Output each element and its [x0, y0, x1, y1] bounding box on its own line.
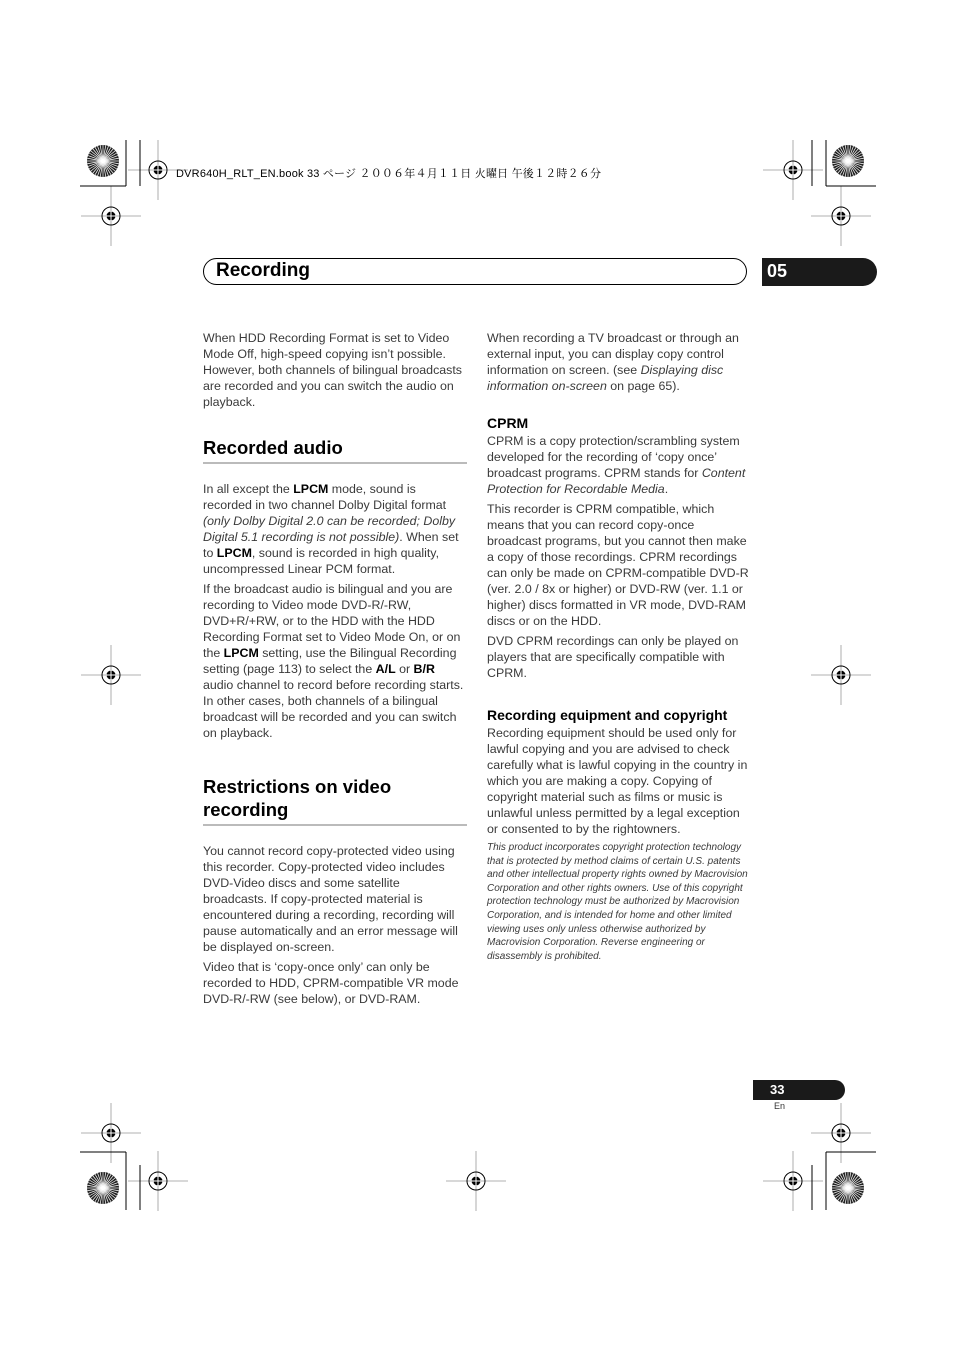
print-header: DVR640H_RLT_EN.book 33 ページ ２００６年４月１１日 火曜日 午後１２時２６分 — [176, 168, 602, 180]
paragraph — [203, 481, 467, 577]
italic-text: Content Protection for Recordable Media — [487, 466, 746, 496]
right-intro — [487, 330, 751, 394]
text: This recorder is CPRM compatible, which means that you can record copy-once broadcast programs, but you cannot then make a copy of those recordings. CPRM recordings can only be made on CPRM-compatible DVD-R (ver. 2.0 / 8x or higher) or DVD-RW (ver. 1.1 or higher) discs formatted in VR mode, DVD-RAM discs or on the HDD. — [487, 502, 749, 628]
text: Video that is ‘copy-once only’ can only be recorded to HDD, CPRM-compatible VR mode DVD-R/-RW (see below), or DVD-RAM. — [203, 960, 459, 1006]
text: setting, use the Bilingual Recording setting (page 113) to select the — [203, 646, 457, 676]
paragraph — [203, 843, 467, 955]
heading-copyright: Recording equipment and copyright — [487, 707, 728, 723]
text: Recording equipment should be used only for lawful copying and you are advised to check carefully what is lawful copying in the country in which you are making a copy. Copying of copyright material such as films or music is unlawful unless permitted by a legal exception or consented to by the rightowners. — [487, 726, 748, 836]
paragraph — [487, 725, 751, 837]
chapter-number: 05 — [762, 258, 877, 286]
bold-text: B/R — [413, 662, 435, 676]
bold-text: LPCM — [293, 482, 329, 496]
page-number: 33 — [753, 1080, 845, 1100]
paragraph — [487, 501, 751, 629]
copyright-body — [487, 725, 751, 837]
heading-restrictions: Restrictions on video recording — [203, 775, 467, 826]
text: If the broadcast audio is bilingual and you are recording to Video mode DVD-R/-RW, DVD+R/+RW, or to the HDD with the HDD Recording Format set to Video Mode On, or on the — [203, 582, 461, 660]
macrovision-notice: This product incorporates copyright protection technology that is protected by method claims of certain U.S. patents and other intellectual property rights owned by Macrovision Corporation and other rights owners. Use of this copyright protection technology must be authorized by Macrovision Corporation, and is intended for home and other limited viewing uses only unless otherwise authorized by Macrovision Corporation. Reverse engineering or disassembly is prohibited. — [487, 842, 748, 962]
bold-text: LPCM — [216, 546, 252, 560]
paragraph — [203, 330, 467, 410]
heading-recorded-audio: Recorded audio — [203, 436, 467, 464]
heading-cprm: CPRM — [487, 415, 529, 431]
paragraph — [487, 633, 751, 681]
right-column — [487, 330, 751, 963]
restrictions-body — [203, 843, 467, 1007]
bold-text: LPCM — [223, 646, 259, 660]
text: You cannot record copy-protected video using this recorder. Copy-protected video includes DVD-Video discs and some satellite broadcasts. If copy-protected material is encountered during a recording, recording will pause automatically and an error message will be displayed on-screen. — [203, 844, 458, 954]
paragraph — [487, 433, 751, 497]
recorded-audio-body — [203, 481, 467, 741]
text: . When set to — [203, 530, 459, 560]
text: mode, sound is recorded in two channel Dolby Digital format — [203, 482, 447, 512]
chapter-title: Recording — [216, 260, 310, 281]
bold-text: A/L — [375, 662, 396, 676]
text: When HDD Recording Format is set to Video Mode Off, high-speed copying isn’t possible. However, both channels of bilingual broadcasts are recorded and you can switch the audio on playback. — [203, 331, 462, 409]
italic-text: (only Dolby Digital 2.0 can be recorded; Dolby Digital 5.1 recording is not possible) — [203, 514, 456, 544]
paragraph — [203, 581, 467, 741]
text: When recording a TV broadcast or through an external input, you can display copy control information on screen. (see — [487, 331, 739, 377]
left-intro — [203, 330, 467, 410]
text: or — [395, 662, 414, 676]
paragraph — [203, 959, 467, 1007]
text: on page 65). — [606, 379, 680, 393]
text: In all except the — [203, 482, 294, 496]
paragraph — [487, 330, 751, 394]
page-language: En — [774, 1101, 786, 1111]
italic-text: Displaying disc information on-screen — [487, 363, 724, 393]
left-column — [203, 330, 467, 1011]
text: audio channel to record before recording starts. In other cases, both channels of a bilingual broadcast will be recorded and you can switch on playback. — [203, 678, 464, 740]
text: DVD CPRM recordings can only be played on players that are specifically compatible with CPRM. — [487, 634, 739, 680]
text: . — [664, 482, 669, 496]
text: CPRM is a copy protection/scrambling system developed for the recording of ‘copy once’ broadcast programs. CPRM stands for — [487, 434, 740, 480]
cprm-body — [487, 433, 751, 681]
text: , sound is recorded in high quality, uncompressed Linear PCM format. — [203, 546, 440, 576]
